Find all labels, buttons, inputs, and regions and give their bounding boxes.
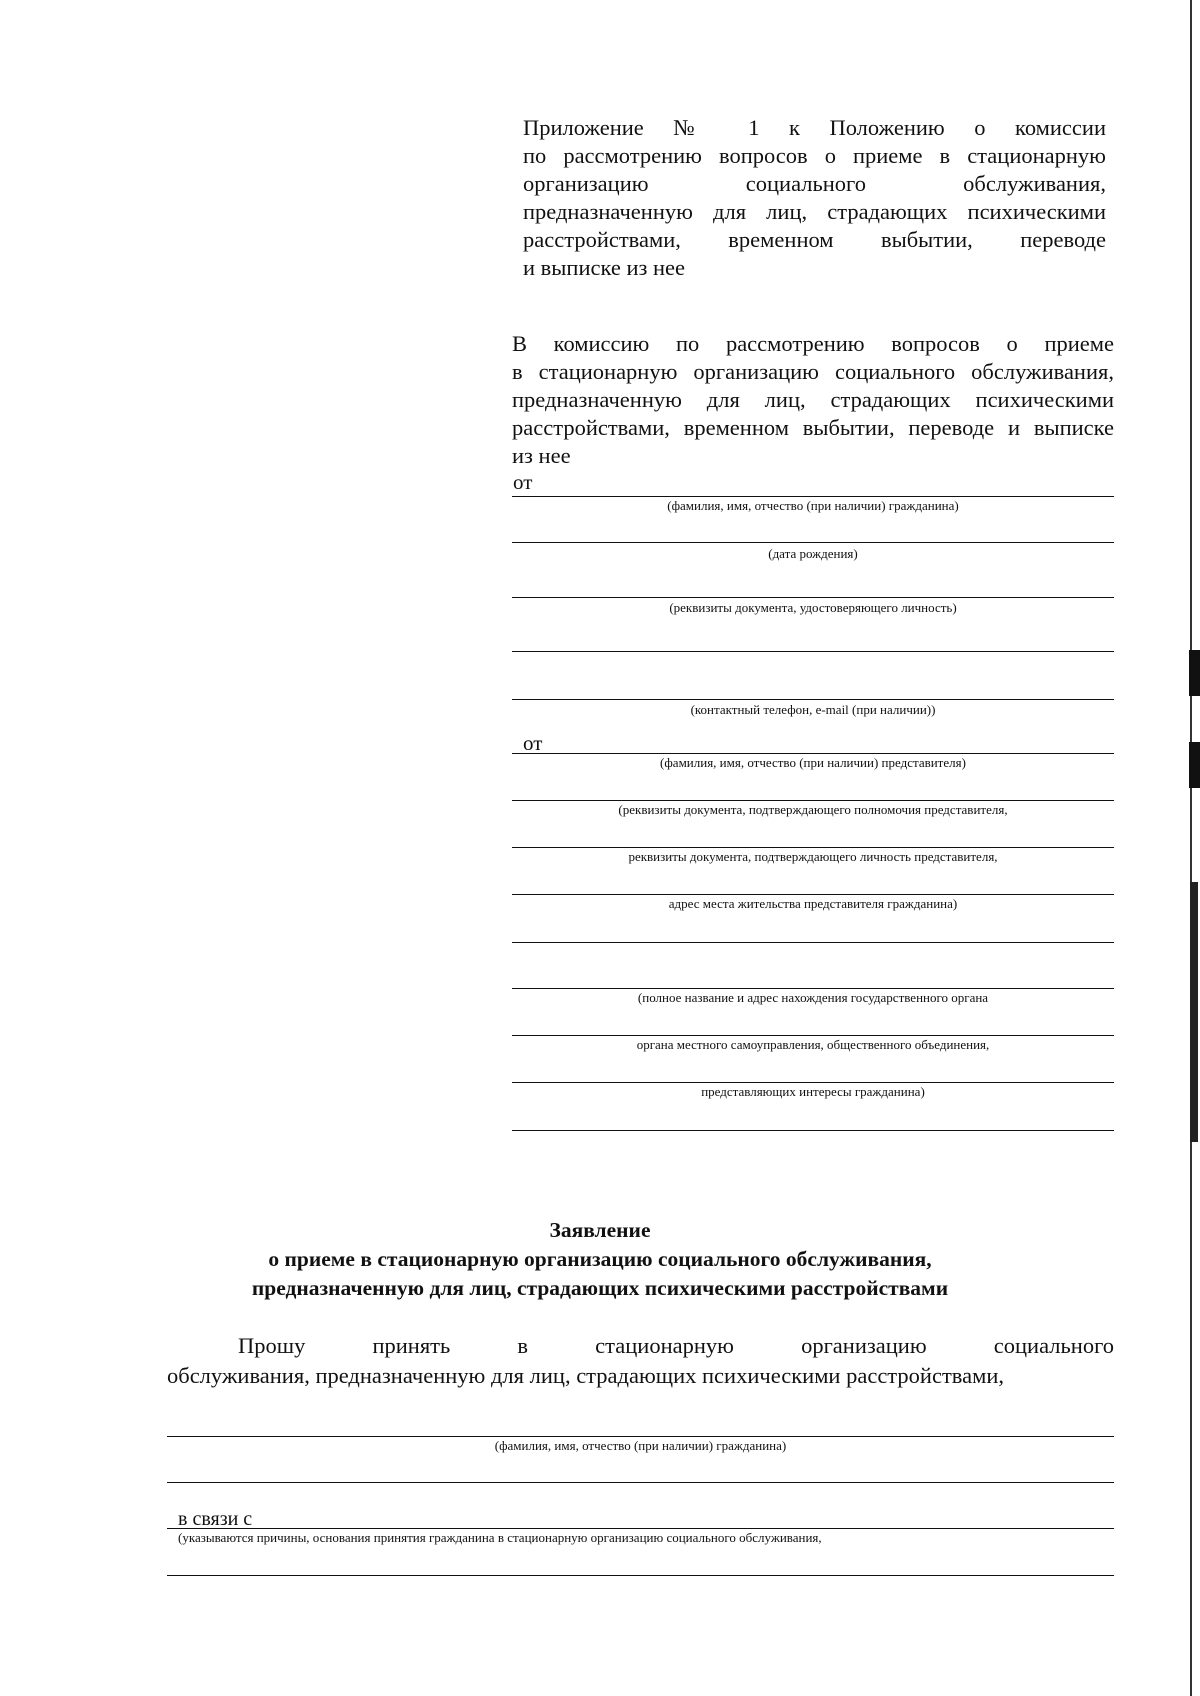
request-word: организацию — [801, 1333, 927, 1358]
request-word: в — [517, 1333, 529, 1358]
contacts-caption: (контактный телефон, e-mail (при наличии)) — [690, 702, 936, 717]
rep-authority-doc-caption: (реквизиты документа, подтверждающего полномочия представителя, — [618, 802, 1008, 817]
rep-address-field[interactable] — [512, 894, 1114, 895]
org-local-caption: органа местного самоуправления, общественного объединения, — [636, 1037, 990, 1052]
document-subtitle: предназначенную для лиц, страдающих психическими расстройствами — [251, 1276, 949, 1300]
request-line — [238, 1333, 1114, 1359]
citizen-name-field-3[interactable] — [167, 1482, 1114, 1483]
rep-address-field-2[interactable] — [512, 942, 1114, 943]
appendix-line: по рассмотрению вопросов о приеме в стационарную — [523, 143, 1106, 168]
document-title: Заявление — [549, 1218, 651, 1242]
rep-name-field[interactable] — [512, 753, 1114, 754]
id-document-field-2[interactable] — [512, 651, 1114, 652]
appendix-line: предназначенную для лиц, страдающих психическими — [523, 199, 1106, 224]
request-word: стационарную — [595, 1333, 734, 1358]
birth-date-caption: (дата рождения) — [768, 546, 858, 561]
reasons-field[interactable] — [167, 1528, 1114, 1529]
request-word: принять — [372, 1333, 451, 1358]
rep-id-doc-caption: реквизиты документа, подтверждающего личность представителя, — [628, 849, 998, 864]
citizen-name-caption-2: (фамилия, имя, отчество (при наличии) гражданина) — [494, 1438, 787, 1453]
from-label-representative: от — [523, 731, 543, 755]
reasons-field-2[interactable] — [167, 1575, 1114, 1576]
scan-mark — [1189, 650, 1200, 696]
rep-address-caption: адрес места жительства представителя гражданина) — [668, 896, 958, 911]
in-connection-label: в связи с — [178, 1508, 253, 1530]
addressee-line: из нее — [512, 443, 571, 468]
birth-date-field[interactable] — [512, 542, 1114, 543]
org-local-field[interactable] — [512, 1035, 1114, 1036]
contacts-field[interactable] — [512, 699, 1114, 700]
org-interests-field[interactable] — [512, 1082, 1114, 1083]
org-interests-caption: представляющих интересы гражданина) — [701, 1084, 925, 1099]
addressee-line: расстройствами, временном выбытии, переводе и выписке — [512, 415, 1114, 440]
appendix-line: организацию социального обслуживания, — [523, 171, 1106, 196]
rep-name-caption: (фамилия, имя, отчество (при наличии) представителя) — [660, 755, 966, 770]
appendix-line: расстройствами, временном выбытии, переводе — [523, 227, 1106, 252]
document-subtitle: о приеме в стационарную организацию социального обслуживания, — [268, 1247, 932, 1271]
request-line-2: обслуживания, предназначенную для лиц, страдающих психическими расстройствами, — [167, 1363, 1004, 1388]
org-name-field[interactable] — [512, 988, 1114, 989]
citizen-name-field-2[interactable] — [167, 1436, 1114, 1437]
appendix-line: и выписке из нее — [523, 255, 686, 280]
addressee-line: В комиссию по рассмотрению вопросов о приеме — [512, 331, 1114, 356]
appendix-note — [523, 114, 1106, 282]
addressee-block — [512, 330, 1114, 470]
scan-edge-line — [1190, 0, 1192, 1696]
scan-mark — [1189, 742, 1200, 788]
addressee-line: в стационарную организацию социального обслуживания, — [512, 359, 1114, 384]
citizen-name-field[interactable] — [512, 496, 1114, 497]
request-word: Прошу — [238, 1333, 306, 1358]
scan-mark — [1190, 882, 1198, 1142]
org-interests-field-2[interactable] — [512, 1130, 1114, 1131]
citizen-name-caption: (фамилия, имя, отчество (при наличии) гражданина) — [667, 498, 959, 513]
rep-authority-doc-field[interactable] — [512, 800, 1114, 801]
id-document-caption: (реквизиты документа, удостоверяющего личность) — [669, 600, 957, 615]
reasons-caption: (указываются причины, основания принятия гражданина в стационарную организацию социального обслуживания, — [178, 1530, 822, 1545]
from-label-citizen: от — [513, 470, 533, 494]
request-word: социального — [993, 1333, 1114, 1358]
rep-id-doc-field[interactable] — [512, 847, 1114, 848]
id-document-field[interactable] — [512, 597, 1114, 598]
org-name-caption: (полное название и адрес нахождения государственного органа — [637, 990, 989, 1005]
appendix-line: Приложение № 1 к Положению о комиссии — [523, 115, 1106, 140]
addressee-line: предназначенную для лиц, страдающих психическими — [512, 387, 1114, 412]
